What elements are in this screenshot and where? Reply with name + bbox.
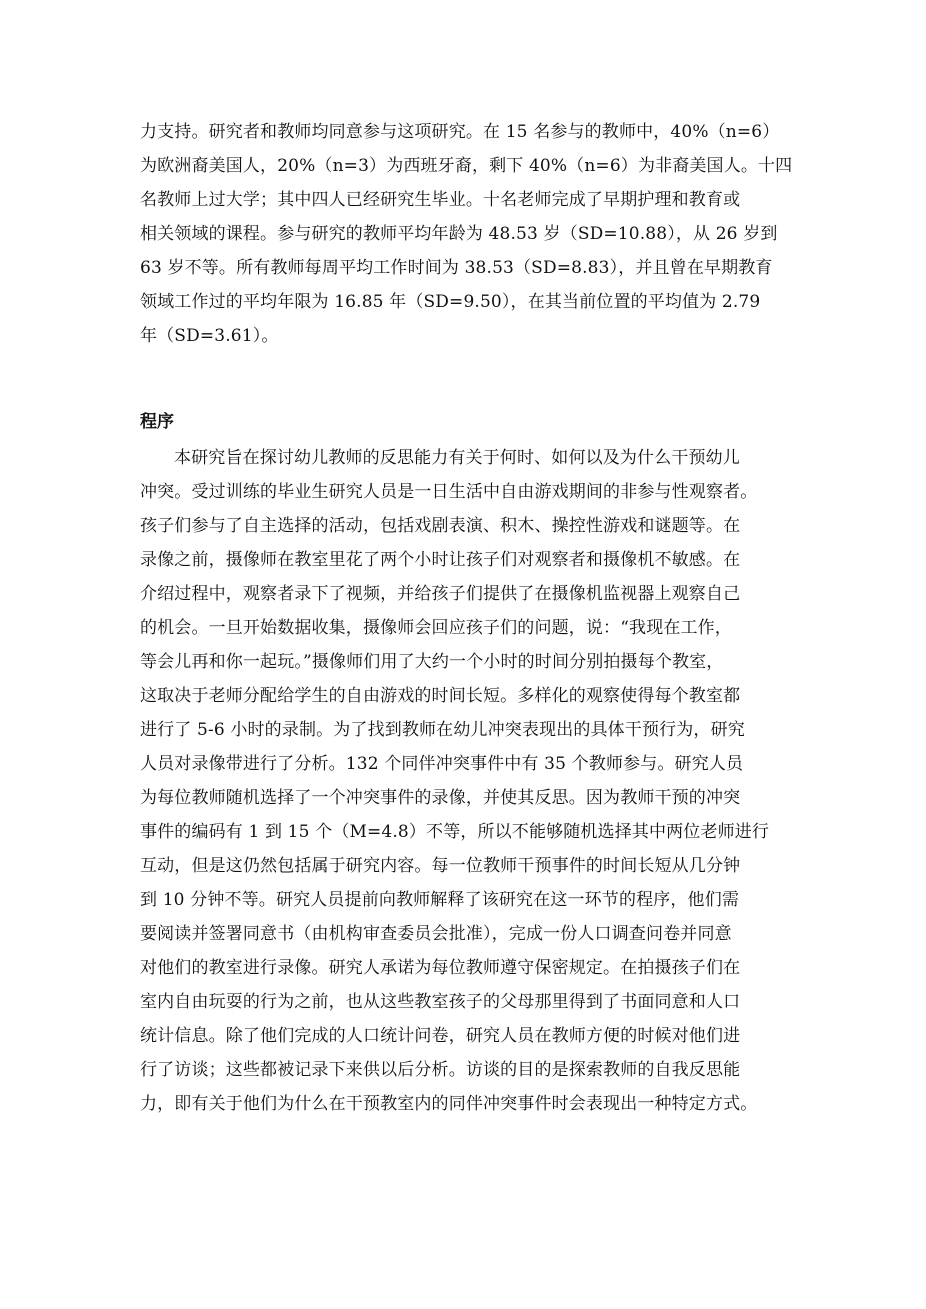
text-line: 力支持。研究者和教师均同意参与这项研究。在 15 名参与的教师中，40%（n=6）: [140, 122, 780, 142]
text-line: 为欧洲裔美国人，20%（n=3）为西班牙裔，剩下 40%（n=6）为非裔美国人。十四: [140, 156, 793, 176]
text-line: 介绍过程中，观察者录下了视频，并给孩子们提供了在摄像机监视器上观察自己: [140, 584, 741, 604]
text-line: 年（SD=3.61）。: [140, 326, 279, 346]
text-line: 对他们的教室进行录像。研究人承诺为每位教师遵守保密规定。在拍摄孩子们在: [140, 958, 741, 978]
section-heading: 程序: [140, 412, 174, 432]
text-line: 行了访谈；这些都被记录下来供以后分析。访谈的目的是探索教师的自我反思能: [140, 1060, 741, 1080]
text-line: 本研究旨在探讨幼儿教师的反思能力有关于何时、如何以及为什么干预幼儿: [174, 448, 740, 468]
text-line: 人员对录像带进行了分析。132 个同伴冲突事件中有 35 个教师参与。研究人员: [140, 754, 744, 774]
text-line: 冲突。受过训练的毕业生研究人员是一日生活中自由游戏期间的非参与性观察者。: [140, 482, 758, 502]
text-line: 互动，但是这仍然包括属于研究内容。每一位教师干预事件的时间长短从几分钟: [140, 856, 741, 876]
text-line: 领域工作过的平均年限为 16.85 年（SD=9.50），在其当前位置的平均值为 2.79: [140, 292, 761, 312]
text-line: 63 岁不等。所有教师每周平均工作时间为 38.53（SD=8.83），并且曾在早期教育: [140, 258, 773, 278]
text-line: 为每位教师随机选择了一个冲突事件的录像，并使其反思。因为教师干预的冲突: [140, 788, 741, 808]
text-line: 统计信息。除了他们完成的人口统计问卷，研究人员在教师方便的时候对他们进: [140, 1026, 741, 1046]
text-line: 等会儿再和你一起玩。”摄像师们用了大约一个小时的时间分别拍摄每个教室，: [140, 652, 724, 672]
text-line: 到 10 分钟不等。研究人员提前向教师解释了该研究在这一环节的程序，他们需: [140, 890, 739, 910]
text-line: 这取决于老师分配给学生的自由游戏的时间长短。多样化的观察使得每个教室都: [140, 686, 741, 706]
text-line: 名教师上过大学；其中四人已经研究生毕业。十名老师完成了早期护理和教育或: [140, 190, 741, 210]
text-line: 事件的编码有 1 到 15 个（M=4.8）不等，所以不能够随机选择其中两位老师进行: [140, 822, 770, 842]
text-line: 孩子们参与了自主选择的活动，包括戏剧表演、积木、操控性游戏和谜题等。在: [140, 516, 741, 536]
text-line: 室内自由玩耍的行为之前，也从这些教室孩子的父母那里得到了书面同意和人口: [140, 992, 741, 1012]
text-line: 的机会。一旦开始数据收集，摄像师会回应孩子们的问题，说：“我现在工作，: [140, 618, 732, 638]
text-line: 进行了 5-6 小时的录制。为了找到教师在幼儿冲突表现出的具体干预行为，研究: [140, 720, 745, 740]
text-line: 要阅读并签署同意书（由机构审查委员会批准），完成一份人口调查问卷并同意: [140, 924, 732, 944]
text-line: 力，即有关于他们为什么在干预教室内的同伴冲突事件时会表现出一种特定方式。: [140, 1094, 758, 1114]
text-line: 相关领域的课程。参与研究的教师平均年龄为 48.53 岁（SD=10.88），从 26 岁到: [140, 224, 778, 244]
text-line: 录像之前，摄像师在教室里花了两个小时让孩子们对观察者和摄像机不敏感。在: [140, 550, 741, 570]
